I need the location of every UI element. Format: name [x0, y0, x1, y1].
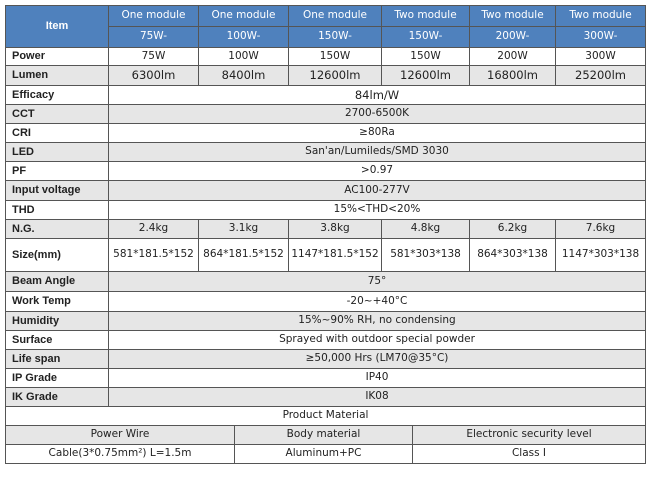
row-label: CCT	[6, 105, 109, 124]
size-value: 864*181.5*152	[199, 239, 289, 272]
lumen-value: 16800lm	[470, 66, 556, 86]
material-value: Class I	[413, 445, 646, 464]
row-life-span	[6, 350, 646, 369]
wattage-header: 150W-	[382, 27, 470, 48]
size-value: 1147*303*138	[556, 239, 646, 272]
row-label: Work Temp	[6, 292, 109, 312]
power-value: 75W	[109, 48, 199, 66]
weight-value: 3.8kg	[289, 220, 382, 239]
lumen-value: 6300lm	[109, 66, 199, 86]
row-work-temp	[6, 292, 646, 312]
cct-value: 2700-6500K	[109, 105, 646, 124]
material-header: Power Wire	[6, 426, 235, 445]
material-title: Product Material	[6, 407, 646, 426]
size-value: 581*303*138	[382, 239, 470, 272]
life-span-value: ≥50,000 Hrs (LM70@35°C)	[109, 350, 646, 369]
lumen-value: 8400lm	[199, 66, 289, 86]
material-table	[5, 406, 646, 464]
wattage-header: 75W-	[109, 27, 199, 48]
row-label: Life span	[6, 350, 109, 369]
row-label: THD	[6, 201, 109, 220]
material-value: Aluminum+PC	[235, 445, 413, 464]
size-value: 581*181.5*152	[109, 239, 199, 272]
power-value: 300W	[556, 48, 646, 66]
row-label: Lumen	[6, 66, 109, 86]
material-header: Body material	[235, 426, 413, 445]
lumen-value: 12600lm	[289, 66, 382, 86]
power-value: 150W	[289, 48, 382, 66]
material-header: Electronic security level	[413, 426, 646, 445]
row-label: Input voltage	[6, 181, 109, 201]
ip-grade-value: IP40	[109, 369, 646, 388]
row-ip-grade	[6, 369, 646, 388]
efficacy-value: 84lm/W	[109, 86, 646, 105]
size-value: 1147*181.5*152	[289, 239, 382, 272]
humidity-value: 15%~90% RH, no condensing	[109, 312, 646, 331]
row-power	[6, 48, 646, 66]
material-value: Cable(3*0.75mm²) L=1.5m	[6, 445, 235, 464]
work-temp-value: -20~+40°C	[109, 292, 646, 312]
module-header: Two module	[470, 6, 556, 27]
weight-value: 2.4kg	[109, 220, 199, 239]
row-beam-angle	[6, 272, 646, 292]
row-label: Surface	[6, 331, 109, 350]
thd-value: 15%<THD<20%	[109, 201, 646, 220]
row-led	[6, 143, 646, 162]
row-label: Size(mm)	[6, 239, 109, 272]
row-label: Efficacy	[6, 86, 109, 105]
weight-value: 7.6kg	[556, 220, 646, 239]
wattage-header: 150W-	[289, 27, 382, 48]
power-value: 150W	[382, 48, 470, 66]
row-ng	[6, 220, 646, 239]
row-label: Power	[6, 48, 109, 66]
spec-table	[5, 5, 646, 407]
cri-value: ≥80Ra	[109, 124, 646, 143]
row-label: IK Grade	[6, 388, 109, 407]
row-label: LED	[6, 143, 109, 162]
row-ik-grade	[6, 388, 646, 407]
weight-value: 3.1kg	[199, 220, 289, 239]
item-header: Item	[6, 6, 109, 48]
row-label: Beam Angle	[6, 272, 109, 292]
weight-value: 4.8kg	[382, 220, 470, 239]
row-humidity	[6, 312, 646, 331]
module-header: Two module	[382, 6, 470, 27]
row-efficacy	[6, 86, 646, 105]
module-header: One module	[109, 6, 199, 27]
pf-value: >0.97	[109, 162, 646, 181]
wattage-header: 300W-	[556, 27, 646, 48]
row-cct	[6, 105, 646, 124]
row-cri	[6, 124, 646, 143]
spec-sheet	[5, 5, 645, 464]
beam-angle-value: 75°	[109, 272, 646, 292]
lumen-value: 12600lm	[382, 66, 470, 86]
row-label: IP Grade	[6, 369, 109, 388]
weight-value: 6.2kg	[470, 220, 556, 239]
row-lumen	[6, 66, 646, 86]
input-voltage-value: AC100-277V	[109, 181, 646, 201]
row-input-voltage	[6, 181, 646, 201]
row-size	[6, 239, 646, 272]
row-label: CRI	[6, 124, 109, 143]
size-value: 864*303*138	[470, 239, 556, 272]
row-surface	[6, 331, 646, 350]
row-thd	[6, 201, 646, 220]
wattage-header: 100W-	[199, 27, 289, 48]
power-value: 100W	[199, 48, 289, 66]
module-header: One module	[199, 6, 289, 27]
row-pf	[6, 162, 646, 181]
ik-grade-value: IK08	[109, 388, 646, 407]
row-label: Humidity	[6, 312, 109, 331]
module-header: One module	[289, 6, 382, 27]
wattage-header: 200W-	[470, 27, 556, 48]
led-value: San'an/Lumileds/SMD 3030	[109, 143, 646, 162]
lumen-value: 25200lm	[556, 66, 646, 86]
surface-value: Sprayed with outdoor special powder	[109, 331, 646, 350]
power-value: 200W	[470, 48, 556, 66]
row-label: N.G.	[6, 220, 109, 239]
module-header: Two module	[556, 6, 646, 27]
row-label: PF	[6, 162, 109, 181]
